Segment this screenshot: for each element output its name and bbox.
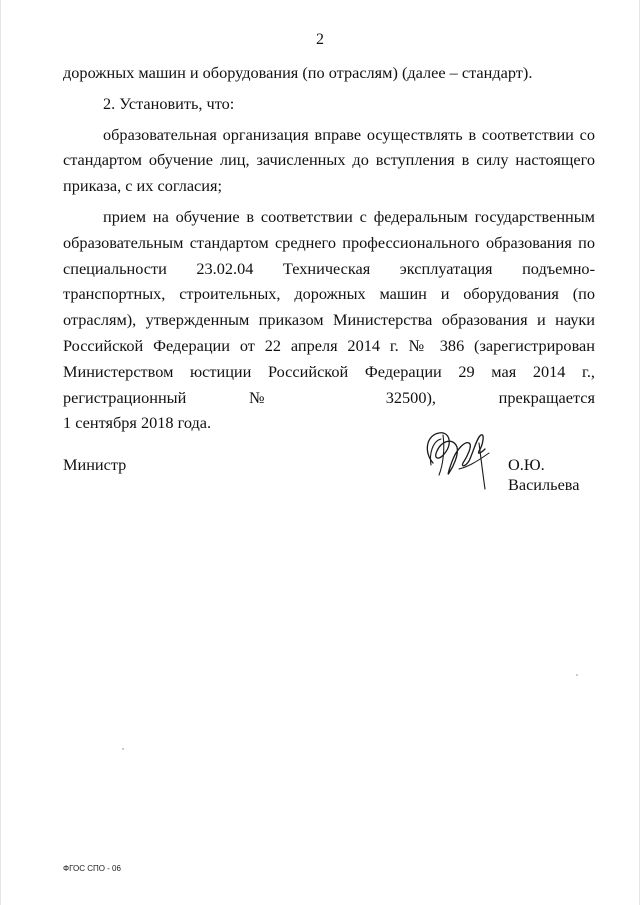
scan-speck xyxy=(576,674,578,676)
handwritten-signature xyxy=(419,423,499,505)
signer-name: О.Ю. Васильева xyxy=(508,455,580,494)
paragraph-clause-2: 2. Установить, что: xyxy=(103,93,235,113)
document-body xyxy=(63,60,595,436)
signature-block xyxy=(63,455,611,515)
scan-speck xyxy=(122,748,124,750)
paragraph-organization-right: образовательная организация вправе осуществлять в соответствии со стандартом обучение лиц, зачисленных до вступления в силу настоящего приказа, с их согласия; xyxy=(63,124,595,196)
page-number: 2 xyxy=(316,31,324,48)
paragraph-termination-date: 1 сентября 2018 года. xyxy=(63,413,212,433)
footer-document-code: ФГОС СПО - 06 xyxy=(63,864,121,873)
minister-position-label: Министр xyxy=(63,455,127,474)
paragraph-continuation: дорожных машин и оборудования (по отраслям) (далее – стандарт). xyxy=(63,63,533,82)
paragraph-admission-termination: прием на обучение в соответствии с федеральным государственным образовательным стандартом среднего профессионального образования по специальности 23.02.04 Техническая эксплуатация подъемно-транспортных, строительных, дорожных машин и оборудования (по отраслям), утвержденным приказом Министерства образования и науки Российской Федерации от 22 апреля 2014 г. № 386 (зарегистрирован Министерством юстиции Российской Федерации 29 мая 2014 г., регистрационный № 32500), прекращается xyxy=(63,206,595,407)
